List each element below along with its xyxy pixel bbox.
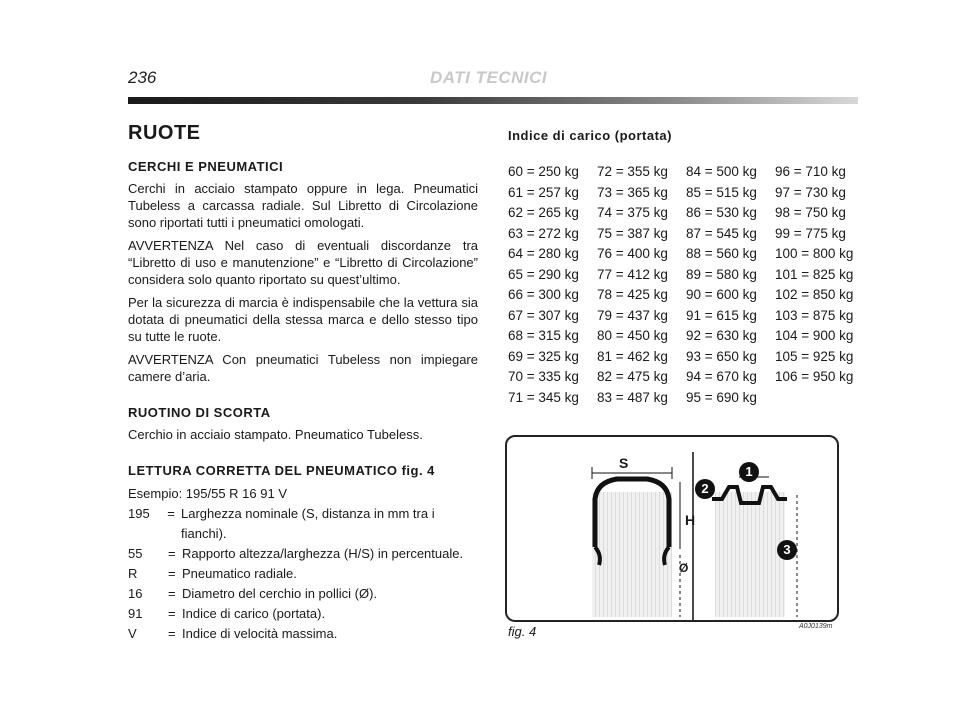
load-index-entry: 67 = 307 kg <box>508 307 579 323</box>
load-index-column <box>686 162 775 408</box>
ruotino-heading: RUOTINO DI SCORTA <box>128 405 271 420</box>
load-index-entry: 104 = 900 kg <box>775 328 854 343</box>
load-index-entry: 87 = 545 kg <box>686 225 757 241</box>
load-index-entry: 68 = 315 kg <box>508 328 579 343</box>
callout-3: 3 <box>777 540 797 560</box>
load-index-entry: 71 = 345 kg <box>508 389 579 405</box>
load-index-entry: 101 = 825 kg <box>775 266 854 282</box>
spec-code: 195 <box>128 506 150 521</box>
load-index-entry: 65 = 290 kg <box>508 266 579 282</box>
spec-code: 55 <box>128 546 143 561</box>
tyre-spec-row <box>128 584 478 604</box>
page-number: 236 <box>128 68 157 87</box>
spec-code: R <box>128 566 138 581</box>
spec-eq: = <box>168 586 176 601</box>
label-s: S <box>619 455 629 471</box>
load-index-entry: 96 = 710 kg <box>775 164 846 179</box>
load-index-entry: 91 = 615 kg <box>686 307 757 323</box>
load-index-entry: 94 = 670 kg <box>686 369 757 384</box>
load-index-entry: 83 = 487 kg <box>597 389 668 405</box>
load-index-entry: 74 = 375 kg <box>597 205 668 220</box>
load-index-entry: 92 = 630 kg <box>686 328 757 343</box>
spec-code: V <box>128 626 137 641</box>
spec-eq: = <box>168 566 176 581</box>
spec-desc: Larghezza nominale (S, distanza in mm tra i fianchi). <box>180 506 435 541</box>
load-index-entry: 85 = 515 kg <box>686 184 757 200</box>
spec-desc: Indice di carico (portata). <box>182 606 326 621</box>
load-index-column <box>775 162 864 408</box>
tyre-spec-row <box>128 624 478 644</box>
spec-desc: Pneumatico radiale. <box>182 566 297 581</box>
load-index-entry: 98 = 750 kg <box>775 205 846 220</box>
load-index-entry: 73 = 365 kg <box>597 184 668 200</box>
spec-desc: Rapporto altezza/larghezza (H/S) in percentuale. <box>182 546 464 561</box>
figure-caption: fig. 4 <box>508 624 537 639</box>
tyre-spec-row <box>128 604 478 624</box>
page-title: RUOTE <box>128 122 201 144</box>
load-index-entry: 62 = 265 kg <box>508 205 579 220</box>
header-rule <box>128 97 858 104</box>
load-index-entry: 64 = 280 kg <box>508 246 579 261</box>
callout-2: 2 <box>695 479 715 499</box>
load-index-column <box>508 162 597 408</box>
load-index-entry: 61 = 257 kg <box>508 184 579 200</box>
load-index-entry: 102 = 850 kg <box>775 287 854 302</box>
load-index-entry: 84 = 500 kg <box>686 164 757 179</box>
tyre-example: Esempio: 195/55 R 16 91 V <box>128 486 287 501</box>
spec-eq: = <box>168 606 176 621</box>
label-h: H <box>685 512 696 528</box>
load-index-entry: 99 = 775 kg <box>775 225 846 241</box>
load-index-entry: 66 = 300 kg <box>508 287 579 302</box>
cerchi-paragraph-4: AVVERTENZA Con pneumatici Tubeless non impiegare camere d’aria. <box>128 352 478 384</box>
load-index-entry: 81 = 462 kg <box>597 348 668 364</box>
tyre-section-left <box>592 467 680 617</box>
load-index-entry: 80 = 450 kg <box>597 328 668 343</box>
load-index-entry: 100 = 800 kg <box>775 246 854 261</box>
load-index-entry: 78 = 425 kg <box>597 287 668 302</box>
load-index-entry: 70 = 335 kg <box>508 369 579 384</box>
cerchi-paragraph-3: Per la sicurezza di marcia è indispensabile che la vettura sia dotata di pneumatici della stessa marca e dello stesso tipo su tutte le ruote. <box>128 295 478 344</box>
load-index-entry: 82 = 475 kg <box>597 369 668 384</box>
load-index-table <box>508 162 864 408</box>
tyre-spec-row <box>128 564 478 584</box>
load-index-title: Indice di carico (portata) <box>508 128 672 143</box>
tyre-cross-section-drawing <box>507 437 837 620</box>
callout-1: 1 <box>739 462 759 482</box>
load-index-entry: 95 = 690 kg <box>686 389 757 405</box>
section-title: DATI TECNICI <box>430 68 548 87</box>
load-index-entry: 105 = 925 kg <box>775 348 854 364</box>
load-index-column <box>597 162 686 408</box>
figure-code: A0J0139m <box>799 623 833 630</box>
spec-eq: = <box>167 506 175 521</box>
spec-desc: Diametro del cerchio in pollici (Ø). <box>182 586 378 601</box>
load-index-entry: 89 = 580 kg <box>686 266 757 282</box>
load-index-entry: 90 = 600 kg <box>686 287 757 302</box>
load-index-entry: 97 = 730 kg <box>775 184 846 200</box>
tyre-spec-row <box>128 504 478 544</box>
load-index-entry: 88 = 560 kg <box>686 246 757 261</box>
spec-desc: Indice di velocità massima. <box>182 626 338 641</box>
cerchi-paragraph-1: Cerchi in acciaio stampato oppure in lega. Pneumatici Tubeless a carcassa radiale. Sul Libretto di Circolazione sono riportati tutti i pneumatici omologati. <box>128 181 478 230</box>
load-index-entry: 103 = 875 kg <box>775 307 854 323</box>
load-index-entry: 86 = 530 kg <box>686 205 757 220</box>
lettura-heading: LETTURA CORRETTA DEL PNEUMATICO fig. 4 <box>128 463 435 478</box>
ruotino-paragraph: Cerchio in acciaio stampato. Pneumatico Tubeless. <box>128 427 423 442</box>
load-index-entry: 106 = 950 kg <box>775 369 854 384</box>
spec-eq: = <box>168 546 176 561</box>
load-index-entry: 79 = 437 kg <box>597 307 668 323</box>
tyre-spec-row <box>128 544 478 564</box>
load-index-entry: 60 = 250 kg <box>508 164 579 179</box>
label-diameter: Ø <box>679 561 689 575</box>
cerchi-heading: CERCHI E PNEUMATICI <box>128 159 284 174</box>
tyre-figure <box>505 435 839 622</box>
load-index-entry: 75 = 387 kg <box>597 225 668 241</box>
tyre-spec-list <box>128 504 478 644</box>
left-column <box>128 122 478 644</box>
load-index-entry: 63 = 272 kg <box>508 225 579 241</box>
load-index-entry: 72 = 355 kg <box>597 164 668 179</box>
load-index-entry: 76 = 400 kg <box>597 246 668 261</box>
load-index-entry: 77 = 412 kg <box>597 266 668 282</box>
spec-code: 91 <box>128 606 143 621</box>
load-index-entry: 93 = 650 kg <box>686 348 757 364</box>
spec-eq: = <box>168 626 176 641</box>
spec-code: 16 <box>128 586 143 601</box>
load-index-entry: 69 = 325 kg <box>508 348 579 364</box>
cerchi-paragraph-2: AVVERTENZA Nel caso di eventuali discordanze tra “Libretto di uso e manutenzione” e “Libretto di Circolazione” considera solo quanto riportato su quest’ultimo. <box>128 238 478 287</box>
